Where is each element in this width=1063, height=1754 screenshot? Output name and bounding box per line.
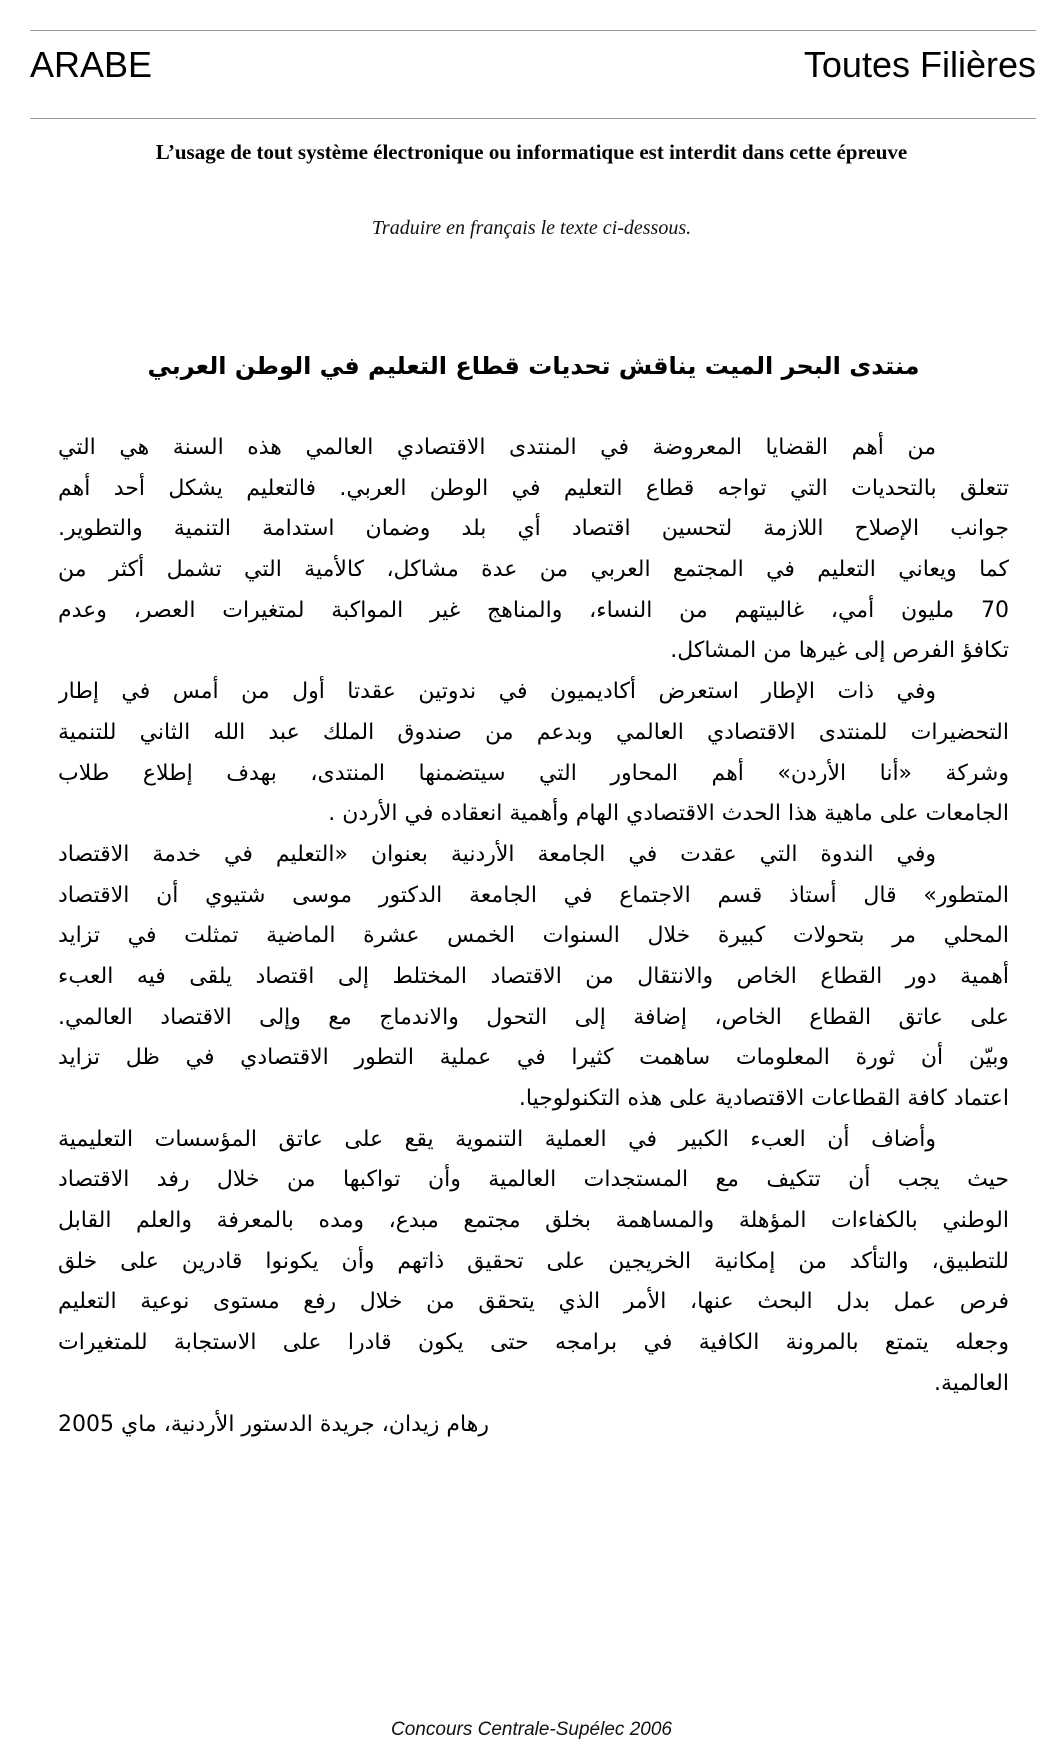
article-line: الوطني بالكفاءات المؤهلة والمساهمة بخلق مجتمع مبدع، ومده بالمعرفة والعلم القابل [58,1208,1009,1234]
article-title: منتدى البحر الميت يناقش تحديات قطاع التعليم في الوطن العربي [147,352,920,380]
article-line: اعتماد كافة القطاعات الاقتصادية على هذه التكنولوجيا. [518,1086,1009,1111]
header-bottom-rule [30,118,1036,119]
article-line: المتطور» قال أستاذ قسم الاجتماع في الجامعة الدكتور موسى شتيوي أن الاقتصاد [58,882,1009,908]
article-line: تتعلق بالتحديات التي تواجه قطاع التعليم في الوطن العربي. فالتعليم يشكل أحد أهم [58,475,1009,501]
article-line: الجامعات على ماهية هذا الحدث الاقتصادي الهام وأهمية انعقاده في الأردن . [328,801,1009,827]
article-line: جوانب الإصلاح اللازمة لتحسين اقتصاد أي بلد وضمان استدامة التنمية والتطوير. [58,516,1009,542]
article-line: على عاتق القطاع الخاص، إضافة إلى التحول والاندماج مع وإلى الاقتصاد العالمي. [58,1004,1009,1030]
article-line: فرص عمل بدل البحث عنها، الأمر الذي يتحقق من خلال رفع مستوى نوعية التعليم [58,1289,1009,1315]
page-footer: Concours Centrale-Supélec 2006 [391,1719,672,1740]
exam-header [30,44,1036,86]
article-line: وشركة «أنا الأردن» أهم المحاور التي سيتضمنها المنتدى، بهدف إطلاع طلاب [58,760,1009,786]
article-line: أهمية دور القطاع الخاص والانتقال من الاقتصاد المختلط إلى اقتصاد يلقى فيه العبء [58,963,1009,989]
article-line: وفي الندوة التي عقدت في الجامعة الأردنية بعنوان «التعليم في خدمة الاقتصاد [58,841,936,867]
article-line: العالمية. [934,1370,1009,1396]
subject-label: ARABE [30,44,153,85]
article-line: وجعله يتمتع بالمرونة الكافية في برامجه حتى يكون قادرا على الاستجابة للمتغيرات [58,1330,1009,1356]
article-line: للتطبيق، والتأكد من إمكانية الخريجين على تحقيق ذاتهم وأن يكونوا قادرين على خلق [58,1248,1009,1274]
article-line: كما ويعاني التعليم في المجتمع العربي من عدة مشاكل، كالأمية التي تشمل أكثر من [58,557,1009,583]
track-label: Toutes Filières [803,44,1036,85]
article-line: وأضاف أن العبء الكبير في العملية التنموية يقع على عاتق المؤسسات التعليمية [58,1126,936,1152]
header-top-rule [30,30,1036,31]
translation-instruction: Traduire en français le texte ci-dessous. [371,217,692,239]
article-line: التحضيرات للمنتدى الاقتصادي العالمي وبدعم من صندوق الملك عبد الله الثاني للتنمية [58,719,1009,745]
article-line: وبيّن أن ثورة المعلومات ساهمت كثيرا في عملية التطور الاقتصادي في ظل تزايد [58,1045,1009,1071]
article-body [58,428,1009,1445]
article-line: 70 مليون أمي، غالبيتهم من النساء، والمناهج غير المواكبة لمتغيرات العصر، وعدم [58,597,1009,623]
article-source: رهام زيدان، جريدة الدستور الأردنية، ماي 2005 [58,1411,489,1437]
electronics-ban-notice: L’usage de tout système électronique ou informatique est interdit dans cette épreuve [155,140,908,164]
article-line: تكافؤ الفرص إلى غيرها من المشاكل. [670,638,1009,664]
article-line: وفي ذات الإطار استعرض أكاديميون في ندوتين عقدتا أول من أمس في إطار [58,679,936,705]
article-line: من أهم القضايا المعروضة في المنتدى الاقتصادي العالمي هذه السنة هي التي [58,435,936,460]
article-line: المحلي مر بتحولات كبيرة خلال السنوات الخمس عشرة الماضية تمثلت في تزايد [58,923,1009,949]
article-line: حيث يجب أن تتكيف مع المستجدات العالمية وأن تواكبها من خلال رفد الاقتصاد [58,1167,1009,1193]
